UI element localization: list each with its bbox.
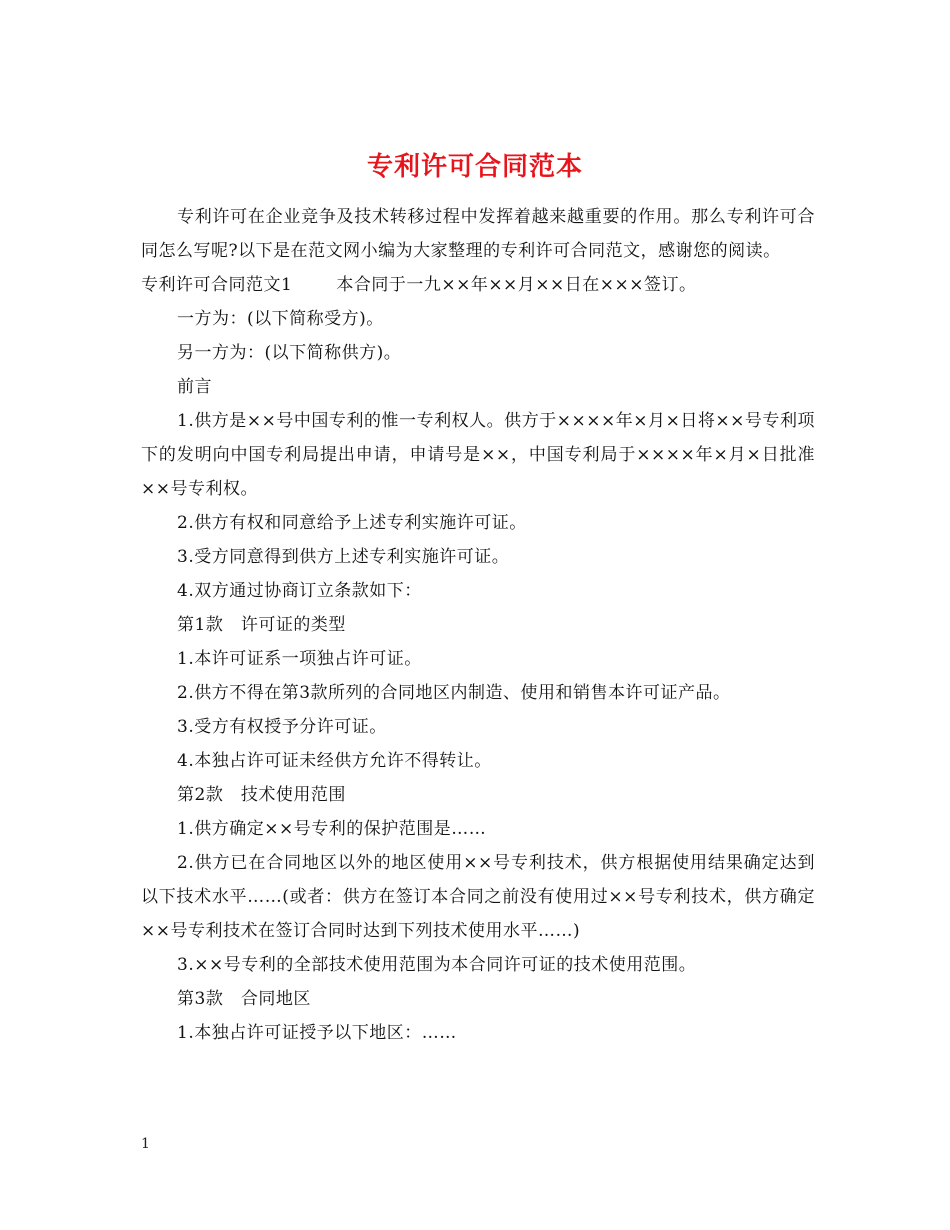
clause-2-item-1: 1.供方确定××号专利的保护范围是…… [177, 819, 487, 839]
document-title: 专利许可合同范本 [366, 152, 583, 183]
clause-2-item-2: 2.供方已在合同地区以外的地区使用××号专利技术，供方根据使用结果确定达到以下技术水平……(或者：供方在签订本合同之前没有使用过××号专利技术，供方确定××号专利技术在签订合同时达到下列技术使用水平……) [141, 853, 815, 941]
intro-paragraph: 专利许可在企业竞争及技术转移过程中发挥着越来越重要的作用。那么专利许可合同怎么写呢?以下是在范文网小编为大家整理的专利许可合同范文，感谢您的阅读。 [141, 207, 815, 261]
page-number: 1 [141, 1136, 150, 1152]
preface-item-4: 4.双方通过协商订立条款如下： [177, 581, 422, 601]
preface-item-2: 2.供方有权和同意给予上述专利实施许可证。 [177, 513, 527, 533]
clause-1-item-3: 3.受方有权授予分许可证。 [177, 717, 387, 737]
clause-1-item-4: 4.本独占许可证未经供方允许不得转让。 [177, 751, 492, 771]
party-a-paragraph: 一方为：(以下简称受方)。 [177, 309, 384, 329]
party-b-paragraph: 另一方为：(以下简称供方)。 [177, 343, 402, 363]
clause-1-item-2: 2.供方不得在第3款所列的合同地区内制造、使用和销售本许可证产品。 [177, 683, 731, 703]
document-body [141, 200, 815, 1050]
preface-item-1: 1.供方是××号中国专利的惟一专利权人。供方于××××年×月×日将××号专利项下的发明向中国专利局提出申请，申请号是××，中国专利局于××××年×月×日批准××号专利权。 [141, 411, 815, 499]
clause-1-item-1: 1.本许可证系一项独占许可证。 [177, 649, 422, 669]
sample-heading: 专利许可合同范文1 [141, 275, 293, 295]
clause-2-item-3: 3.××号专利的全部技术使用范围为本合同许可证的技术使用范围。 [177, 955, 697, 975]
preface-item-3: 3.受方同意得到供方上述专利实施许可证。 [177, 547, 510, 567]
clause-2-heading: 第2款 技术使用范围 [177, 785, 346, 805]
preface-heading: 前言 [177, 377, 212, 397]
clause-3-heading: 第3款 合同地区 [177, 989, 311, 1009]
clause-1-heading: 第1款 许可证的类型 [177, 615, 346, 635]
clause-3-item-1: 1.本独占许可证授予以下地区：…… [177, 1023, 457, 1043]
sample-first-sentence: 本合同于一九××年××月××日在×××签订。 [336, 275, 697, 295]
sample-heading-line [141, 268, 815, 302]
